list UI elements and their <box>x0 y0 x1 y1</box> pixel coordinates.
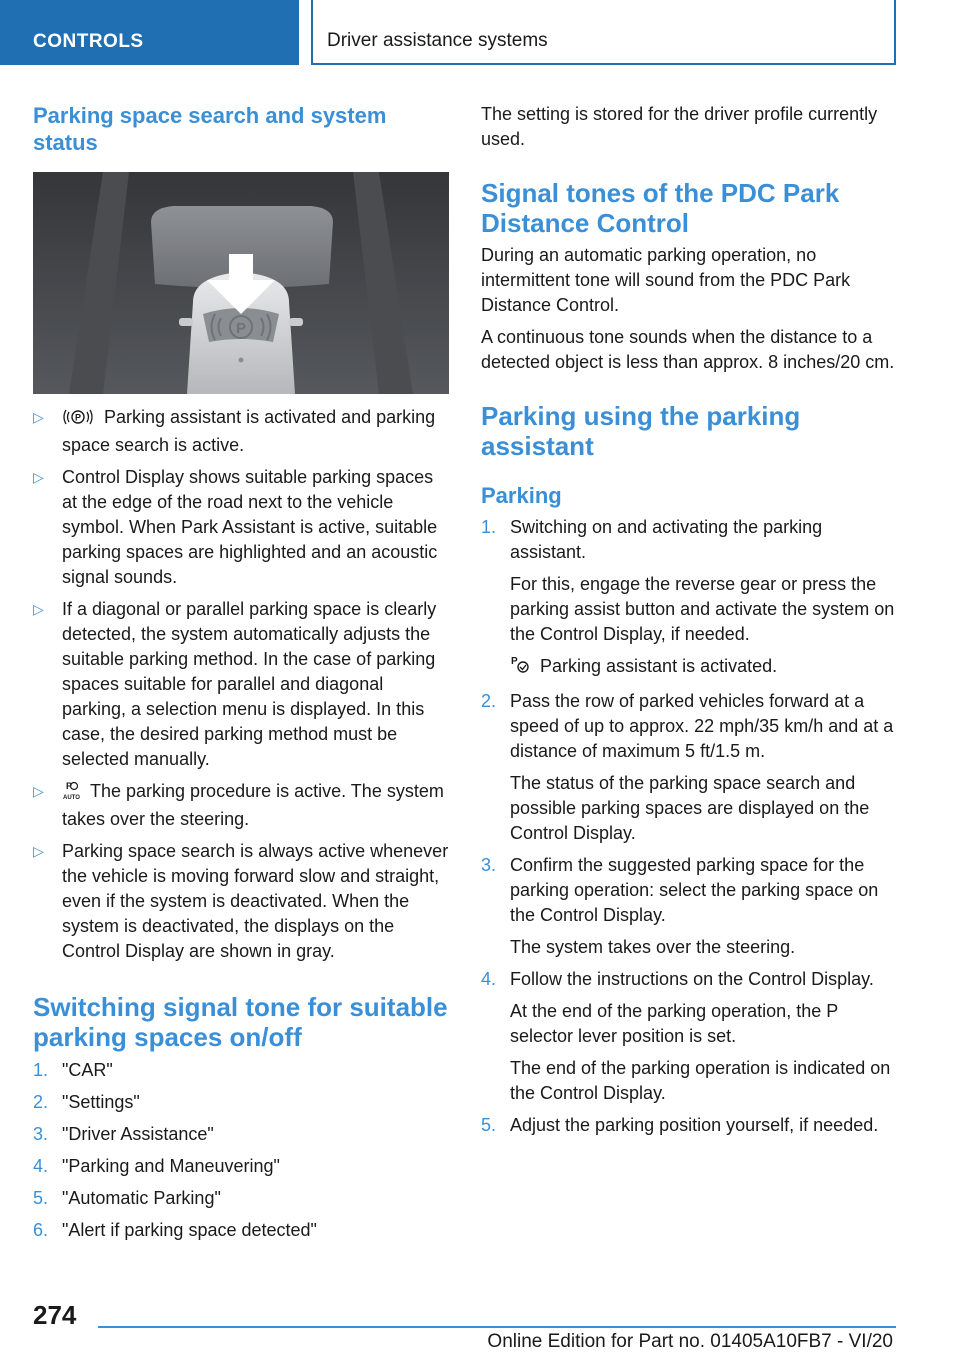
list-item: 4. Follow the instructions on the Control Display. At the end of the parking operation, the P selector lever position is set. The end of the parking operation is indicated on the Control Display. <box>481 969 891 1103</box>
parking-illustration <box>33 172 449 394</box>
svg-text:P: P <box>74 412 82 423</box>
parking-auto-icon <box>62 780 80 807</box>
list-item: 2. "Settings" <box>33 1092 140 1112</box>
list-item: 3. "Driver Assistance" <box>33 1124 214 1144</box>
triangle-right-icon: ▷ <box>33 783 44 799</box>
right-column <box>481 102 899 1145</box>
heading-parking-space-search: Parking space search and system status <box>33 103 387 155</box>
parking-step-list <box>481 515 899 1138</box>
header-section-tab: CONTROLS <box>0 0 299 65</box>
triangle-right-icon: ▷ <box>33 409 44 425</box>
heading-parking-using-assistant: Parking using the parking assistant <box>481 401 801 461</box>
list-item: ▷ P AUTO The parking procedure is active. The system takes over the steering. <box>33 781 444 829</box>
list-item: 6. "Alert if parking space detected" <box>33 1220 317 1240</box>
list-item: 1. Switching on and activating the parking assistant. For this, engage the reverse gear or press the parking assist button and activate the system on the Control Display, if needed. P Parking assistant is activated. <box>481 515 899 682</box>
list-item: 1. "CAR" <box>33 1060 113 1080</box>
status-bullet-list <box>33 405 449 964</box>
triangle-right-icon: ▷ <box>33 601 44 617</box>
footer-edition-text: Online Edition for Part no. 01405A10FB7 - VI/20 <box>487 1331 893 1352</box>
parking-sonar-icon <box>62 408 94 433</box>
pdc-paragraph-2: A continuous tone sounds when the distance to a detected object is less than approx. 8 inches/20 cm. <box>481 327 895 372</box>
page-number: 274 <box>33 1300 77 1330</box>
list-item: 5. "Automatic Parking" <box>33 1188 221 1208</box>
svg-text:P: P <box>511 656 518 667</box>
svg-text:AUTO: AUTO <box>63 795 80 800</box>
list-item: 4. "Parking and Maneuvering" <box>33 1156 280 1176</box>
heading-parking: Parking <box>481 483 562 508</box>
header-chapter-title: Driver assistance systems <box>311 0 896 65</box>
list-item: ▷ Parking space search is always active whenever the vehicle is moving forward slow and straight, even if the system is deactivated. When the system is deactivated, the displays on the Control Display are shown in gray. <box>33 841 449 961</box>
intro-paragraph: The setting is stored for the driver profile currently used. <box>481 104 878 149</box>
svg-text:P: P <box>235 320 247 337</box>
list-item: ▷ If a diagonal or parallel parking space is clearly detected, the system automatically adjusts the suitable parking method. In the case of parking spaces suitable for parallel and diagonal parking, a selection menu is displayed. In this case, the desired parking method must be selected manually. <box>33 599 437 769</box>
list-item: 5. Adjust the parking position yourself, if needed. <box>481 1115 879 1135</box>
heading-switching-signal-tone: Switching signal tone for suitable parking spaces on/off <box>33 992 448 1052</box>
car-parking-graphic <box>33 172 449 394</box>
triangle-right-icon: ▷ <box>33 843 44 859</box>
left-column <box>33 102 449 1250</box>
list-item: ▷ P Parking assistant is activated and parking space search is active. <box>33 407 436 455</box>
pdc-paragraph-1: During an automatic parking operation, no intermittent tone will sound from the PDC Park Distance Control. <box>481 245 851 315</box>
list-item: ▷ Control Display shows suitable parking spaces at the edge of the road next to the vehicle symbol. When Park Assistant is active, suitable parking spaces are highlighted and an acoustic signal sounds. <box>33 467 438 587</box>
heading-signal-tones-pdc: Signal tones of the PDC Park Distance Control <box>481 178 840 238</box>
settings-step-list <box>33 1058 449 1243</box>
svg-text:P: P <box>66 781 73 791</box>
triangle-right-icon: ▷ <box>33 469 44 485</box>
list-item: 3. Confirm the suggested parking space for the parking operation: select the parking space on the Control Display. The system takes over the steering. <box>481 855 879 957</box>
parking-assist-icon <box>510 655 530 682</box>
list-item: 2. Pass the row of parked vehicles forward at a speed of up to approx. 22 mph/35 km/h and at a distance of maximum 5 ft/1.5 m. The status of the parking space search and possible parking spaces are displayed on the Control Display. <box>481 691 894 843</box>
footer-divider <box>98 1326 896 1328</box>
